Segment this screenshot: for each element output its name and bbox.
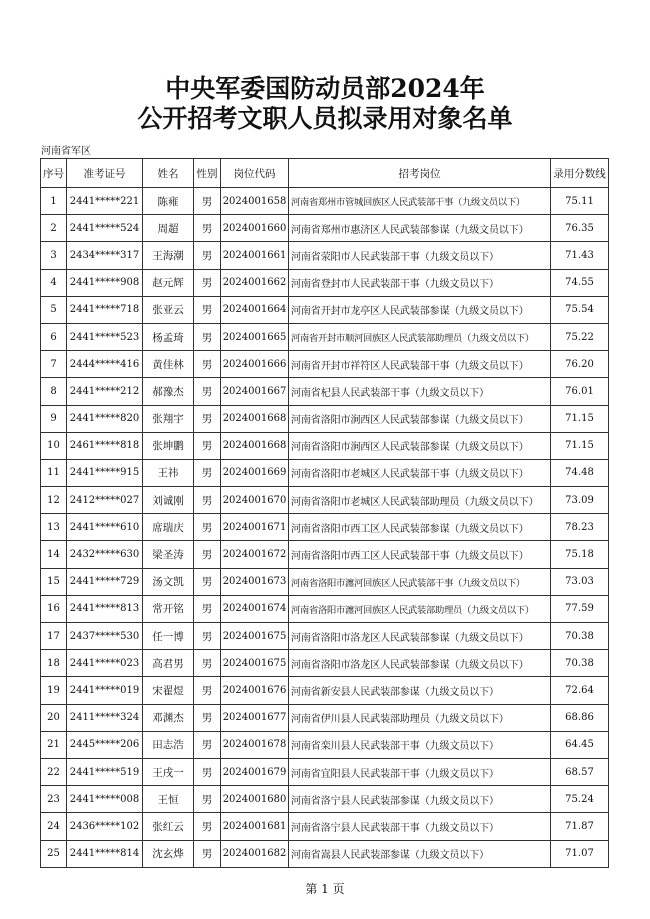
cell-no: 13 xyxy=(41,514,67,541)
header-exam-id: 准考证号 xyxy=(67,159,143,188)
cell-post: 河南省洛阳市瀍河回族区人民武装部干事（九级文员以下） xyxy=(289,568,551,595)
table-row xyxy=(41,568,609,595)
cell-post: 河南省洛阳市瀍河回族区人民武装部助理员（九级文员以下） xyxy=(289,595,551,622)
cell-gender: 男 xyxy=(194,786,221,813)
cell-exam-id: 2434*****317 xyxy=(67,242,143,269)
table-row xyxy=(41,623,609,650)
cell-name: 汤文凯 xyxy=(143,568,194,595)
table-row xyxy=(41,595,609,622)
cell-gender: 男 xyxy=(194,813,221,840)
cell-gender: 男 xyxy=(194,623,221,650)
cell-post-code: 2024001680 xyxy=(221,786,289,813)
cell-exam-id: 2441*****523 xyxy=(67,323,143,350)
table-row xyxy=(41,650,609,677)
cell-post-code: 2024001678 xyxy=(221,731,289,758)
cell-name: 刘诚刚 xyxy=(143,487,194,514)
cell-exam-id: 2441*****610 xyxy=(67,514,143,541)
cell-gender: 男 xyxy=(194,650,221,677)
cell-post: 河南省栾川县人民武装部干事（九级文员以下） xyxy=(289,731,551,758)
page-title-line1: 中央军委国防动员部2024年 xyxy=(165,74,485,103)
table-row xyxy=(41,351,609,378)
cell-score: 77.59 xyxy=(551,595,609,622)
cell-score: 70.38 xyxy=(551,623,609,650)
cell-name: 杨孟琦 xyxy=(143,323,194,350)
cell-no: 4 xyxy=(41,269,67,296)
cell-score: 71.15 xyxy=(551,432,609,459)
cell-gender: 男 xyxy=(194,432,221,459)
cell-no: 20 xyxy=(41,704,67,731)
cell-name: 田志浩 xyxy=(143,731,194,758)
cell-no: 2 xyxy=(41,215,67,242)
table-row xyxy=(41,514,609,541)
cell-no: 6 xyxy=(41,323,67,350)
cell-score: 75.18 xyxy=(551,541,609,568)
cell-score: 76.35 xyxy=(551,215,609,242)
cell-post: 河南省洛阳市洛龙区人民武装部参谋（九级文员以下） xyxy=(289,650,551,677)
cell-no: 8 xyxy=(41,378,67,405)
cell-name: 张坤鹏 xyxy=(143,432,194,459)
table-row xyxy=(41,704,609,731)
cell-post-code: 2024001675 xyxy=(221,650,289,677)
cell-score: 71.15 xyxy=(551,405,609,432)
cell-exam-id: 2436*****102 xyxy=(67,813,143,840)
cell-no: 16 xyxy=(41,595,67,622)
cell-exam-id: 2441*****814 xyxy=(67,840,143,867)
header-name: 姓名 xyxy=(143,159,194,188)
cell-gender: 男 xyxy=(194,296,221,323)
cell-name: 张红云 xyxy=(143,813,194,840)
cell-post-code: 2024001681 xyxy=(221,813,289,840)
cell-no: 19 xyxy=(41,677,67,704)
page-title-line2: 公开招考文职人员拟录用对象名单 xyxy=(137,104,513,133)
cell-post: 河南省新安县人民武装部参谋（九级文员以下） xyxy=(289,677,551,704)
cell-post-code: 2024001676 xyxy=(221,677,289,704)
cell-score: 73.09 xyxy=(551,487,609,514)
cell-post: 河南省洛阳市洛龙区人民武装部参谋（九级文员以下） xyxy=(289,623,551,650)
cell-no: 21 xyxy=(41,731,67,758)
cell-name: 高君男 xyxy=(143,650,194,677)
cell-post: 河南省伊川县人民武装部助理员（九级文员以下） xyxy=(289,704,551,731)
table-row xyxy=(41,677,609,704)
cell-post: 河南省洛阳市西工区人民武装部参谋（九级文员以下） xyxy=(289,514,551,541)
table-row xyxy=(41,786,609,813)
cell-name: 郝豫杰 xyxy=(143,378,194,405)
cell-post: 河南省宜阳县人民武装部干事（九级文员以下） xyxy=(289,758,551,785)
cell-post-code: 2024001664 xyxy=(221,296,289,323)
cell-exam-id: 2444*****416 xyxy=(67,351,143,378)
table-row xyxy=(41,242,609,269)
cell-gender: 男 xyxy=(194,704,221,731)
cell-post-code: 2024001670 xyxy=(221,487,289,514)
table-row xyxy=(41,432,609,459)
cell-gender: 男 xyxy=(194,269,221,296)
cell-post: 河南省开封市祥符区人民武装部干事（九级文员以下） xyxy=(289,351,551,378)
cell-no: 17 xyxy=(41,623,67,650)
cell-no: 11 xyxy=(41,459,67,486)
cell-name: 王戌一 xyxy=(143,758,194,785)
header-post: 招考岗位 xyxy=(289,159,551,188)
cell-score: 71.87 xyxy=(551,813,609,840)
cell-post-code: 2024001667 xyxy=(221,378,289,405)
cell-exam-id: 2441*****519 xyxy=(67,758,143,785)
table-row xyxy=(41,269,609,296)
cell-name: 张亚云 xyxy=(143,296,194,323)
cell-exam-id: 2432*****630 xyxy=(67,541,143,568)
cell-score: 71.43 xyxy=(551,242,609,269)
cell-name: 王祎 xyxy=(143,459,194,486)
cell-post-code: 2024001660 xyxy=(221,215,289,242)
cell-no: 14 xyxy=(41,541,67,568)
cell-exam-id: 2441*****524 xyxy=(67,215,143,242)
cell-exam-id: 2441*****023 xyxy=(67,650,143,677)
cell-gender: 男 xyxy=(194,595,221,622)
cell-score: 72.64 xyxy=(551,677,609,704)
cell-post-code: 2024001668 xyxy=(221,432,289,459)
cell-no: 25 xyxy=(41,840,67,867)
cell-score: 75.54 xyxy=(551,296,609,323)
cell-score: 76.20 xyxy=(551,351,609,378)
table-row xyxy=(41,378,609,405)
cell-post-code: 2024001675 xyxy=(221,623,289,650)
table-row xyxy=(41,731,609,758)
cell-post: 河南省开封市顺河回族区人民武装部助理员（九级文员以下） xyxy=(289,323,551,350)
cell-exam-id: 2441*****915 xyxy=(67,459,143,486)
cell-no: 3 xyxy=(41,242,67,269)
cell-gender: 男 xyxy=(194,731,221,758)
cell-gender: 男 xyxy=(194,677,221,704)
cell-exam-id: 2441*****221 xyxy=(67,188,143,215)
cell-gender: 男 xyxy=(194,840,221,867)
cell-post-code: 2024001665 xyxy=(221,323,289,350)
cell-post: 河南省登封市人民武装部干事（九级文员以下） xyxy=(289,269,551,296)
cell-name: 梁圣涛 xyxy=(143,541,194,568)
cell-name: 王恒 xyxy=(143,786,194,813)
cell-post-code: 2024001671 xyxy=(221,514,289,541)
cell-exam-id: 2441*****019 xyxy=(67,677,143,704)
table-row xyxy=(41,459,609,486)
cell-score: 76.01 xyxy=(551,378,609,405)
cell-post: 河南省荥阳市人民武装部干事（九级文员以下） xyxy=(289,242,551,269)
cell-gender: 男 xyxy=(194,541,221,568)
cell-exam-id: 2441*****813 xyxy=(67,595,143,622)
page-number: 第 1 页 xyxy=(305,882,345,896)
cell-post: 河南省开封市龙亭区人民武装部参谋（九级文员以下） xyxy=(289,296,551,323)
cell-post-code: 2024001662 xyxy=(221,269,289,296)
cell-post-code: 2024001672 xyxy=(221,541,289,568)
cell-gender: 男 xyxy=(194,758,221,785)
table-header-row xyxy=(41,159,609,188)
cell-exam-id: 2441*****908 xyxy=(67,269,143,296)
cell-name: 周超 xyxy=(143,215,194,242)
cell-gender: 男 xyxy=(194,459,221,486)
cell-gender: 男 xyxy=(194,188,221,215)
cell-post: 河南省洛阳市涧西区人民武装部参谋（九级文员以下） xyxy=(289,432,551,459)
cell-post: 河南省嵩县人民武装部参谋（九级文员以下） xyxy=(289,840,551,867)
table-row xyxy=(41,405,609,432)
cell-no: 9 xyxy=(41,405,67,432)
cell-exam-id: 2441*****008 xyxy=(67,786,143,813)
cell-post: 河南省洛阳市老城区人民武装部干事（九级文员以下） xyxy=(289,459,551,486)
cell-name: 陈雍 xyxy=(143,188,194,215)
cell-no: 1 xyxy=(41,188,67,215)
cell-post: 河南省郑州市惠济区人民武装部参谋（九级文员以下） xyxy=(289,215,551,242)
cell-exam-id: 2461*****818 xyxy=(67,432,143,459)
cell-name: 任一博 xyxy=(143,623,194,650)
cell-exam-id: 2411*****324 xyxy=(67,704,143,731)
cell-name: 赵元辉 xyxy=(143,269,194,296)
cell-name: 黄佳林 xyxy=(143,351,194,378)
cell-name: 王海潮 xyxy=(143,242,194,269)
cell-no: 15 xyxy=(41,568,67,595)
cell-name: 常开铭 xyxy=(143,595,194,622)
cell-post-code: 2024001674 xyxy=(221,595,289,622)
header-gender: 性别 xyxy=(194,159,221,188)
cell-no: 22 xyxy=(41,758,67,785)
table-row xyxy=(41,296,609,323)
cell-gender: 男 xyxy=(194,514,221,541)
cell-post-code: 2024001658 xyxy=(221,188,289,215)
cell-post-code: 2024001669 xyxy=(221,459,289,486)
cell-exam-id: 2441*****718 xyxy=(67,296,143,323)
cell-post: 河南省洛宁县人民武装部干事（九级文员以下） xyxy=(289,813,551,840)
cell-gender: 男 xyxy=(194,323,221,350)
cell-post-code: 2024001673 xyxy=(221,568,289,595)
cell-score: 75.24 xyxy=(551,786,609,813)
cell-gender: 男 xyxy=(194,568,221,595)
cell-exam-id: 2437*****530 xyxy=(67,623,143,650)
table-row xyxy=(41,541,609,568)
cell-no: 23 xyxy=(41,786,67,813)
cell-score: 71.07 xyxy=(551,840,609,867)
table-row xyxy=(41,758,609,785)
cell-score: 78.23 xyxy=(551,514,609,541)
cell-score: 68.86 xyxy=(551,704,609,731)
cell-score: 64.45 xyxy=(551,731,609,758)
cell-no: 12 xyxy=(41,487,67,514)
table-row xyxy=(41,215,609,242)
cell-gender: 男 xyxy=(194,405,221,432)
cell-score: 74.55 xyxy=(551,269,609,296)
cell-no: 10 xyxy=(41,432,67,459)
cell-gender: 男 xyxy=(194,242,221,269)
cell-exam-id: 2445*****206 xyxy=(67,731,143,758)
cell-score: 74.48 xyxy=(551,459,609,486)
cell-post-code: 2024001668 xyxy=(221,405,289,432)
cell-no: 18 xyxy=(41,650,67,677)
cell-name: 席瑞庆 xyxy=(143,514,194,541)
table-row xyxy=(41,813,609,840)
header-post-code: 岗位代码 xyxy=(221,159,289,188)
header-score: 录用分数线 xyxy=(551,159,609,188)
cell-gender: 男 xyxy=(194,215,221,242)
header-no: 序号 xyxy=(41,159,67,188)
cell-score: 70.38 xyxy=(551,650,609,677)
cell-no: 7 xyxy=(41,351,67,378)
cell-post-code: 2024001682 xyxy=(221,840,289,867)
cell-name: 邓渊杰 xyxy=(143,704,194,731)
cell-post: 河南省洛阳市西工区人民武装部干事（九级文员以下） xyxy=(289,541,551,568)
cell-no: 24 xyxy=(41,813,67,840)
cell-exam-id: 2441*****212 xyxy=(67,378,143,405)
cell-gender: 男 xyxy=(194,351,221,378)
cell-post: 河南省洛阳市涧西区人民武装部参谋（九级文员以下） xyxy=(289,405,551,432)
table-row xyxy=(41,323,609,350)
cell-score: 73.03 xyxy=(551,568,609,595)
cell-score: 68.57 xyxy=(551,758,609,785)
cell-post-code: 2024001661 xyxy=(221,242,289,269)
table-row xyxy=(41,840,609,867)
cell-post-code: 2024001677 xyxy=(221,704,289,731)
cell-no: 5 xyxy=(41,296,67,323)
region-label: 河南省军区 xyxy=(41,146,91,157)
cell-post-code: 2024001666 xyxy=(221,351,289,378)
cell-post: 河南省杞县人民武装部干事（九级文员以下） xyxy=(289,378,551,405)
table-row xyxy=(41,188,609,215)
cell-score: 75.22 xyxy=(551,323,609,350)
cell-gender: 男 xyxy=(194,487,221,514)
cell-name: 沈玄烨 xyxy=(143,840,194,867)
cell-post: 河南省洛宁县人民武装部参谋（九级文员以下） xyxy=(289,786,551,813)
cell-name: 宋翟煜 xyxy=(143,677,194,704)
cell-gender: 男 xyxy=(194,378,221,405)
cell-post: 河南省洛阳市老城区人民武装部助理员（九级文员以下） xyxy=(289,487,551,514)
cell-exam-id: 2441*****820 xyxy=(67,405,143,432)
cell-score: 75.11 xyxy=(551,188,609,215)
cell-exam-id: 2441*****729 xyxy=(67,568,143,595)
table-row xyxy=(41,487,609,514)
cell-exam-id: 2412*****027 xyxy=(67,487,143,514)
cell-name: 张翔宇 xyxy=(143,405,194,432)
cell-post: 河南省郑州市管城回族区人民武装部干事（九级文员以下） xyxy=(289,188,551,215)
candidate-table xyxy=(40,158,609,868)
cell-post-code: 2024001679 xyxy=(221,758,289,785)
